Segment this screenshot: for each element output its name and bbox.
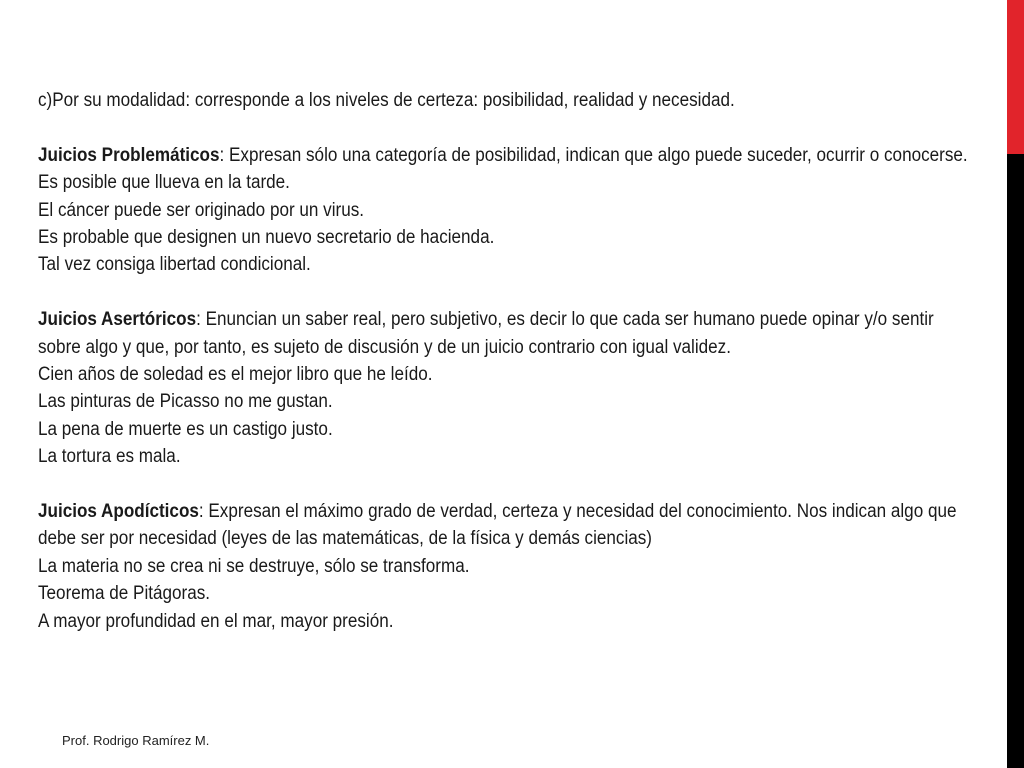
section-problematicos: [38, 142, 970, 279]
example-line: Cien años de soledad es el mejor libro que he leído.: [38, 364, 433, 386]
footer-author: Prof. Rodrigo Ramírez M.: [62, 733, 210, 748]
definition-text: : Expresan el máximo grado de verdad, certeza y necesidad del conocimiento. Nos indican algo que debe ser por necesidad (leyes de las matemáticas, de la física y demás ciencias): [38, 501, 957, 550]
term-heading: Juicios Asertóricos: [38, 309, 197, 331]
accent-bar: [1007, 0, 1024, 768]
intro-text: c)Por su modalidad: corresponde a los niveles de certeza: posibilidad, realidad y necesidad.: [38, 90, 735, 111]
example-line: La tortura es mala.: [38, 446, 181, 468]
term-heading: Juicios Problemáticos: [38, 144, 220, 166]
accent-bar-red: [1007, 0, 1024, 154]
definition-text: : Enuncian un saber real, pero subjetivo, es decir lo que cada ser humano puede opinar y/o sentir sobre algo y que, por tanto, es sujeto de discusión y de un juicio contrario con igual validez.: [38, 309, 934, 358]
definition-paragraph: [38, 306, 970, 361]
spacer: [38, 114, 970, 141]
slide-body: [38, 87, 970, 635]
example-line: La pena de muerte es un castigo justo.: [38, 418, 333, 440]
example-line: Es probable que designen un nuevo secretario de hacienda.: [38, 227, 495, 249]
section-apodicticos: [38, 498, 970, 635]
example-line: Teorema de Pitágoras.: [38, 583, 211, 605]
definition-paragraph: [38, 142, 970, 169]
accent-bar-black: [1007, 154, 1024, 768]
example-line: El cáncer puede ser originado por un virus.: [38, 199, 365, 221]
term-heading: Juicios Apodícticos: [38, 501, 199, 523]
definition-text: : Expresan sólo una categoría de posibilidad, indican que algo puede suceder, ocurrir o conocerse.: [219, 144, 968, 166]
section-asertoricos: [38, 306, 970, 470]
example-line: Tal vez consiga libertad condicional.: [38, 254, 311, 276]
example-line: A mayor profundidad en el mar, mayor presión.: [38, 610, 394, 632]
example-line: Las pinturas de Picasso no me gustan.: [38, 391, 333, 413]
example-line: La materia no se crea ni se destruye, sólo se transforma.: [38, 555, 470, 577]
spacer: [38, 279, 970, 306]
example-line: Es posible que llueva en la tarde.: [38, 172, 290, 194]
spacer: [38, 471, 970, 498]
definition-paragraph: [38, 498, 970, 553]
